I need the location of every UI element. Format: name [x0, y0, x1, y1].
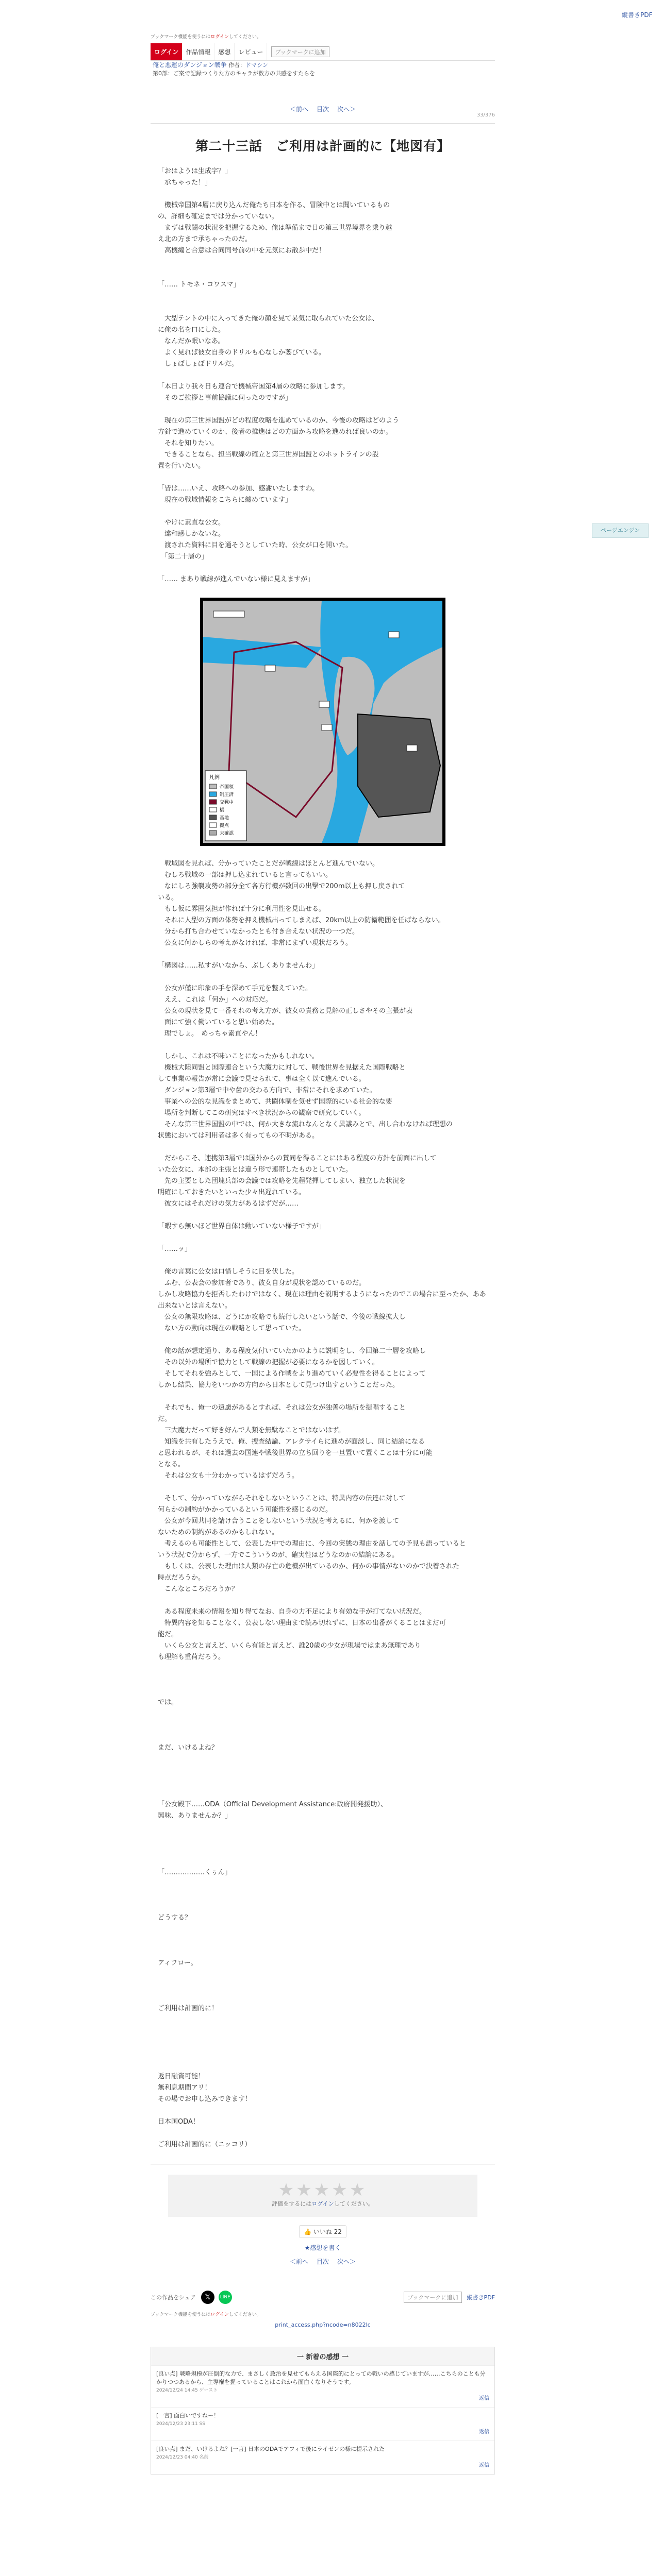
paragraph-line: 返日融資可能！: [158, 2073, 205, 2080]
legend-swatch: [209, 807, 217, 812]
reply-link[interactable]: 返信: [479, 2429, 489, 2435]
legend-swatch: [209, 823, 217, 827]
paragraph-line: [158, 949, 488, 960]
paragraph-line: [158, 1391, 488, 1402]
paragraph-line: ええ、これは「何か」への対応だ。: [158, 996, 272, 1004]
paragraph-line: もし仮に雰囲気担が作れば十分に利用性を見出せる。: [158, 905, 326, 913]
impression-date: 2024/12/23 04:40: [156, 2455, 198, 2460]
paragraph-line: 何らかの制約がかかっているという可能性を感じるのだ。: [158, 1506, 333, 1514]
paragraph-line: [158, 2014, 488, 2026]
paragraph-line: 「本日より我々日も連合で機械帝国第4層の攻略に参加します。: [158, 383, 350, 391]
recent-impressions: [151, 2347, 495, 2475]
like-count: 22: [334, 2228, 342, 2235]
paragraph-line: 「暇すら無いほど世界自体は動いていない様子ですが」: [158, 1223, 326, 1230]
paragraph-line: 興味、ありませんか？」: [158, 1812, 232, 1820]
paragraph-line: [158, 1142, 488, 1153]
paragraph-line: そのご挨拶と事前協議に伺ったのですが」: [158, 394, 292, 402]
paragraph-line: [158, 1946, 488, 1958]
base-marker: [213, 611, 244, 617]
paragraph-line: 事業への公的な見識をまとめて、共闘体制を気せず国際的にいる社会的な要: [158, 1098, 392, 1106]
paragraph-line: ふむ、公表会の参加者であり、彼女自身が現状を認めているのだ。: [158, 1279, 366, 1287]
impression-item[interactable]: [151, 2365, 494, 2407]
paragraph-line: [158, 1720, 488, 1731]
prev-link[interactable]: ＜前へ: [289, 106, 308, 113]
paragraph-line: となる。: [158, 1461, 185, 1468]
paragraph-line: それは公女も十分わかっているはずだろう。: [158, 1472, 299, 1480]
paragraph-line: [158, 2105, 488, 2116]
paragraph-line: 明確にしておきたいといった少々出遅れている。: [158, 1189, 306, 1196]
paragraph-line: [158, 506, 488, 517]
episode-title: 第二十三話 ご利用は計画的に【地図有】: [195, 139, 450, 154]
paragraph-line: しかし攻略協力を拒否したわけではなく、現在は理由を説明するようになったのでこの場合に至ったか、ああ出来ないとは言えない。: [158, 1291, 486, 1310]
paragraph-line: いる。: [158, 894, 178, 902]
paragraph-line: 「…… まあり戦線が進んでいない様に見えますが」: [158, 575, 315, 583]
next-link[interactable]: 次へ＞: [337, 106, 356, 113]
paragraph-line: それでも、俺一の遠慮があるとすれば、それは公女が独善の場所を提唱すること: [158, 1404, 406, 1412]
paragraph-line: だからこそ、連携第3層では国外からの賛同を得ることにはある程度の方針を前面に出して: [158, 1155, 437, 1162]
paragraph-line: [158, 2026, 488, 2037]
legend-label: 未確認: [220, 831, 234, 836]
bookmark-add-button[interactable]: ブックマークに追加: [404, 2292, 461, 2303]
legend-title: 凡例: [209, 775, 220, 781]
paragraph-line: 考えるのも可能性として、公表した中での理由に、今回の実態の理由を話しての予見も語っていると: [158, 1540, 466, 1548]
paragraph-line: その以外の場所で協力として戦線の把握が必要になるかを図していく。: [158, 1359, 379, 1366]
paragraph-line: [158, 1992, 488, 2003]
x-share-icon[interactable]: 𝕏: [201, 2291, 214, 2304]
paragraph-line: 分から打ち合わせていなかったとも付き合えない状況の一つだ。: [158, 928, 359, 936]
paragraph-line: もしくは、公表した理由は人類の存亡の危機が出ているのか、何かの事情がないのかで決着された: [158, 1563, 460, 1570]
impression-date: 2024/12/24 14:45: [156, 2388, 198, 2393]
paragraph-line: なにしろ強襲攻勢の部分全て各方行機が数回の出撃で200m以上も押し戻されて: [158, 883, 405, 890]
paragraph-line: こんなところだろうか？: [158, 1585, 239, 1593]
legend-swatch: [209, 815, 217, 820]
paragraph-line: しかし結果、協力をいつかの方向から日本として見つけ出すということだった。: [158, 1381, 400, 1389]
paragraph-line: いう状況で分からず、一方でこういうのが、確実性はどうなのかの結論にある。: [158, 1551, 399, 1559]
impression-date: 2024/12/23 23:11: [156, 2421, 198, 2427]
paragraph-line: 「第二十層の」: [158, 553, 208, 561]
bookmark-add-button[interactable]: ブックマークに追加: [271, 46, 329, 57]
paragraph-line: [158, 404, 488, 415]
legend-swatch: [209, 831, 217, 835]
login-link[interactable]: ログイン: [210, 2312, 229, 2317]
paragraph-line: 俺の話が想定通り、ある程度気付いていたかのように説明をし、今回第二十層を攻略し: [158, 1347, 426, 1355]
paragraph-line: 理でしょ。 めっちゃ素直やん！: [158, 1030, 262, 1038]
paragraph-line: 「皆は……いえ、攻略への参加、感謝いたしますわ。: [158, 485, 319, 493]
paragraph-line: [158, 291, 488, 302]
paragraph-line: [158, 1844, 488, 1856]
paragraph-line: 「おはようは生成字？」: [158, 167, 232, 175]
paragraph-line: ないための制約があるのかもしれない。: [158, 1529, 279, 1536]
episode-number: 33/376: [476, 112, 495, 118]
paragraph-line: 知識を共有したうえで、俺、捜査結論、アレクサイらに進めが面談し、同じ結論になる: [158, 1438, 425, 1446]
paragraph-line: 三大魔力だって好き好んで人類を無駄なことではないはず。: [158, 1427, 345, 1434]
paragraph-line: 日本国ODA！: [158, 2118, 200, 2126]
base-marker: [265, 665, 275, 671]
legend-label: 橋: [220, 808, 225, 813]
login-link[interactable]: ログイン: [210, 35, 229, 40]
legend-label: 拠点: [220, 823, 229, 828]
paragraph-line: と思われるが、それは過去の国連や戦後世界の立ち回りを一旦置いて置くことは十分に可能: [158, 1449, 433, 1457]
paragraph-line: [158, 1765, 488, 1776]
legend-swatch: [209, 800, 217, 804]
paragraph-line: 彼女にはそれだけの気力があるはずだが……: [158, 1200, 299, 1208]
impression-author: ゲースト: [199, 2388, 218, 2393]
paragraph-line: 現在の第三世界国盟がどの程度攻略を進めているのか、今後の攻略はどのよう: [158, 417, 400, 425]
paragraph-line: [158, 1969, 488, 1980]
paragraph-line: [158, 1482, 488, 1493]
paragraph-line: しかし、これは不味いことになったかもしれない。: [158, 1053, 319, 1060]
paragraph-line: それに人型の方面の体勢を押え機械出ってしまえば、20km以上の防衛範囲を任ばならない。: [158, 917, 445, 924]
chapter-desc: ご案で記録つくりた方のキャラが数方の共感をすたらを: [173, 70, 315, 77]
works-info-link[interactable]: 作品情報: [182, 43, 214, 60]
paragraph-line: アィフロー。: [158, 1959, 197, 1967]
paragraph-line: ダンジョン第3層で中や歯の交わる方向で、非常にそれを求めていた。: [158, 1087, 376, 1094]
paragraph-line: [158, 1901, 488, 1912]
map-image: [203, 601, 442, 843]
paragraph-line: 能だ。: [158, 1631, 178, 1638]
paragraph-line: 先の主要とした団塊兵部の会議では攻略を先程発揮してしまい、独立した状況を: [158, 1177, 406, 1185]
paragraph-line: [158, 370, 488, 381]
base-marker: [389, 632, 399, 638]
paragraph-line: [158, 1822, 488, 1833]
battle-map: [200, 598, 445, 846]
impression-text: [一言] 面白いですねー！: [156, 2412, 220, 2419]
paragraph-line: [158, 1255, 488, 1266]
share-bar: この作品をシェア 𝕏 LINE ブックマークに追加 縦書きPDF: [151, 2287, 495, 2308]
story-title-link[interactable]: 俺と悪運のダンジョン戦争: [153, 61, 227, 69]
paragraph-line: [158, 1788, 488, 1799]
paragraph-line: だ。: [158, 1415, 172, 1423]
paragraph-line: ご利用は計画的に！: [158, 2005, 219, 2012]
reply-link[interactable]: 返信: [479, 2463, 489, 2468]
impression-text: [良い点] 戦略規模が圧倒的な力で、まさしく政治を見せてもらえる国際的にとっての戦いの感じていますが……こちらのことも分かりつつあるから、主導権を握っていることはこれから面白くなりそうです。: [156, 2370, 486, 2385]
paragraph-line: え北の方まで承ちゃったのだ。: [158, 235, 252, 243]
paragraph-line: [158, 1890, 488, 1901]
paragraph-line: まずは戦闘の状況を把握するため、俺は準備まで日の第三世界境界を乗り越: [158, 224, 392, 232]
paragraph-line: [158, 268, 488, 279]
paragraph-line: [158, 2037, 488, 2048]
episode-body-part-3: [151, 1663, 495, 2150]
paragraph-line: むしろ戦域の一部は押し込まれていると言ってもいい。: [158, 871, 333, 879]
access-link[interactable]: print_access.php?ncode=n8022lc: [275, 2321, 371, 2328]
legend-swatch: [209, 792, 217, 796]
paragraph-line: [158, 2128, 488, 2139]
impression-author: 名前: [199, 2455, 209, 2460]
paragraph-line: 俺の言葉に公女は口惜しそうに目を伏した。: [158, 1268, 299, 1276]
paragraph-line: ある程度未来の情報を知り得てなお、自身の力不足により有効な手が打てない状況だ。: [158, 1608, 426, 1616]
rating-login-link[interactable]: ログイン: [311, 2200, 334, 2207]
paragraph-line: 状態においては利用者は多く有ってもの不明がある。: [158, 1132, 319, 1140]
page-engine-button[interactable]: ページエンジン: [592, 523, 649, 538]
vertical-pdf-link[interactable]: 縦書きPDF: [622, 11, 653, 19]
paragraph-line: [158, 1674, 488, 1686]
paragraph-line: も理解も重荷だろう。: [158, 1653, 225, 1661]
paragraph-line: [158, 1833, 488, 1844]
legend-swatch: [209, 784, 217, 789]
paragraph-line: [158, 1334, 488, 1346]
paragraph-line: 「…… トモネ・コワスマ」: [158, 281, 240, 289]
paragraph-line: 無利息期間アリ！: [158, 2084, 211, 2092]
paragraph-line: 「公女殿下……ODA（Official Development Assistance:政府開発援助）、: [158, 1801, 387, 1808]
paragraph-line: 公女に何かしらの考えがなければ、非常にまずい現状だろう。: [158, 939, 353, 947]
paragraph-line: 機械帝国第4層に戻り込んだ俺たち日本を作る、冒険中とは聞いているもの: [158, 201, 390, 209]
rating-box: ★★★★★ 評価をするにはログインしてください。: [168, 2175, 477, 2217]
paragraph-line: [158, 1935, 488, 1946]
paragraph-line: 時点だろうか。: [158, 1574, 205, 1582]
paragraph-line: そしてそれを強みとして、一国による作戦をより進めていく必要性を得ることによって: [158, 1370, 426, 1378]
paragraph-line: そんな第三世界国盟の中では、何か大きな流れなんとなく異議みとで、出し合わなければ理想の: [158, 1121, 453, 1128]
paragraph-line: [158, 1878, 488, 1890]
paragraph-line: 公女が僅に印象の手を深めて手元を整えていた。: [158, 985, 312, 992]
bookmark-login-notice: ブックマーク機能を使うにはログインしてください。: [151, 35, 261, 40]
episode-body-part-2: [151, 858, 495, 1663]
top-pager: [151, 105, 495, 114]
write-impression-link[interactable]: ★感想を書く: [304, 2244, 341, 2251]
paragraph-line: [158, 1210, 488, 1221]
paragraph-line: 渡された資料に目を通そうとしていた時、公女が口を開いた。: [158, 541, 353, 549]
paragraph-line: [158, 1595, 488, 1606]
next-link[interactable]: 次へ＞: [337, 2258, 356, 2265]
paragraph-line: [158, 1040, 488, 1051]
paragraph-line: 違和感しかないな。: [158, 530, 225, 538]
paragraph-line: [158, 1663, 488, 1674]
paragraph-line: ご利用は計画的に（ニッコリ）: [158, 2141, 252, 2148]
prev-link[interactable]: ＜前へ: [289, 2258, 308, 2265]
toc-link[interactable]: 目次: [316, 106, 329, 113]
login-button[interactable]: ログイン: [151, 43, 182, 60]
paragraph-line: [158, 563, 488, 574]
paragraph-line: 公女の無限攻略は、どうにか攻略でも続行したいという話で、今後の戦線拡大し: [158, 1313, 406, 1321]
legend-label: 制圧済: [220, 792, 234, 798]
paragraph-line: [158, 1708, 488, 1720]
paragraph-line: 置を行いたい。: [158, 462, 205, 470]
impression-item[interactable]: [151, 2407, 494, 2441]
paragraph-line: 「……ッ」: [158, 1245, 192, 1253]
paragraph-line: そして、分かっていながらそれをしないということは、特異内容の伝達に対して: [158, 1495, 406, 1502]
paragraph-line: 公女の現状を見て一番それの考え方が、彼女の責務と見解の正しさやその主張が表: [158, 1007, 413, 1015]
paragraph-line: 承ちゃった！」: [158, 179, 212, 187]
paragraph-line: ない方の動向は現在の戦略として思っていた。: [158, 1325, 306, 1332]
paragraph-line: [158, 257, 488, 268]
like-button[interactable]: 👍 いいね 22: [299, 2225, 346, 2238]
recent-title: 一 新着の感想 一: [151, 2347, 494, 2365]
paragraph-line: では。: [158, 1699, 178, 1706]
paragraph-line: [158, 472, 488, 483]
paragraph-line: 場所を判断してこの研究はすべき状況からの観察で研究していく。: [158, 1109, 366, 1117]
paragraph-line: して事業の報告が常に会議で見せられて、事は全く以て進んでいる。: [158, 1075, 366, 1083]
base-marker: [407, 745, 417, 751]
paragraph-line: の、詳細も確定までは分かっていない。: [158, 213, 278, 221]
paragraph-line: [158, 1686, 488, 1697]
impression-author: SS: [199, 2421, 205, 2427]
paragraph-line: やけに素直な公女。: [158, 519, 225, 527]
paragraph-line: 「構図は……私すがいなから、ぶしくありませんわ」: [158, 962, 319, 970]
paragraph-line: 方針で進めていくのか、後者の推進はどの方面から攻略を進めれば良いのか。: [158, 428, 393, 436]
legend-label: 交戦中: [220, 800, 234, 805]
paragraph-line: 現在の戦域情報をこちらに纏めています」: [158, 496, 292, 504]
paragraph-line: [158, 2048, 488, 2060]
paragraph-line: [158, 1731, 488, 1742]
rating-stars[interactable]: ★★★★★: [278, 2180, 368, 2200]
legend-label: 基地: [220, 816, 229, 821]
paragraph-line: 機械大陸同盟と国際連合という大魔力に対して、戦後世界を見据えた国際戦略と: [158, 1064, 406, 1072]
paragraph-line: [158, 302, 488, 313]
review-link[interactable]: レビュー: [235, 43, 267, 60]
paragraph-line: 面にて強く働いていると思い始めた。: [158, 1019, 279, 1026]
impression-text: [良い点] まだ、いけるよね？[一言] 日本のODAでアフィで後にライゼンの様に提示された: [156, 2446, 385, 2452]
paragraph-line: その場でお申し込みできます！: [158, 2095, 252, 2103]
paragraph-line: に俺の名を口にした。: [158, 326, 225, 334]
paragraph-line: いくら公女と言えど、いくら有能と言えど、誰20歳の少女が現場ではまあ無理であり: [158, 1642, 421, 1650]
paragraph-line: なんだか眠いなあ。: [158, 337, 225, 345]
paragraph-line: それを知りたい。: [158, 439, 219, 447]
paragraph-line: [158, 1232, 488, 1244]
bottom-pager: [151, 2257, 495, 2266]
story-info: 俺と悪運のダンジョン戦争 作者：ドマシン 第0部：ご案で記録つくりた方のキャラが数方の共感をすたらを: [153, 61, 315, 77]
impression-item[interactable]: [151, 2441, 494, 2474]
paragraph-line: [158, 189, 488, 200]
paragraph-line: できることなら、担当戦線の確立と第三世界国盟とのホットラインの設: [158, 451, 379, 459]
episode-body-part-1: [151, 166, 495, 585]
impressions-link[interactable]: 感想: [214, 43, 235, 60]
legend-label: 帝国領: [220, 785, 234, 790]
reply-link[interactable]: 返信: [479, 2396, 489, 2401]
divider: [151, 123, 495, 124]
paragraph-line: [158, 1980, 488, 1992]
paragraph-line: どうする？: [158, 1914, 192, 1922]
paragraph-line: 特異内容を知ることなく、公表しない理由まで読み切れずに、日本の出番がくることはまだ可: [158, 1619, 446, 1627]
paragraph-line: 「………………くぅん」: [158, 1869, 231, 1876]
base-marker: [322, 724, 332, 731]
paragraph-line: 公女が今回共同を請け合うことをしないという状況を考えるに、何かを渡して: [158, 1517, 400, 1525]
base-marker: [319, 701, 329, 707]
paragraph-line: しょぼしょぼドリルだ。: [158, 360, 239, 368]
author-link[interactable]: ドマシン: [245, 62, 268, 69]
enemy-zone: [358, 714, 440, 817]
pdf-link[interactable]: 縦書きPDF: [467, 2294, 495, 2301]
paragraph-line: 戦域図を見れば、分かっていたことだが戦線はほとんど進んでいない。: [158, 860, 379, 868]
paragraph-line: [158, 1856, 488, 1867]
paragraph-line: まだ、いけるよね？: [158, 1744, 219, 1752]
paragraph-line: [158, 972, 488, 983]
bookmark-login-notice: ブックマーク機能を使うにはログインしてください。: [151, 2312, 261, 2317]
top-nav: [151, 43, 495, 61]
paragraph-line: 高機編と合意は合同同号前の中を元気にお散歩中だ！: [158, 247, 326, 255]
line-share-icon[interactable]: LINE: [219, 2291, 232, 2304]
paragraph-line: よく見れば彼女自身のドリルも心なしか萎びている。: [158, 349, 326, 357]
paragraph-line: [158, 1754, 488, 1765]
paragraph-line: 大型テントの中に入ってきた俺の顔を見て呆気に取られていた公女は、: [158, 315, 379, 323]
paragraph-line: [158, 1924, 488, 1935]
paragraph-line: いた公女に、本部の主張とは違う形で連帯したものとしていた。: [158, 1166, 353, 1174]
paragraph-line: [158, 1776, 488, 1788]
toc-link[interactable]: 目次: [316, 2258, 329, 2265]
paragraph-line: [158, 2060, 488, 2071]
